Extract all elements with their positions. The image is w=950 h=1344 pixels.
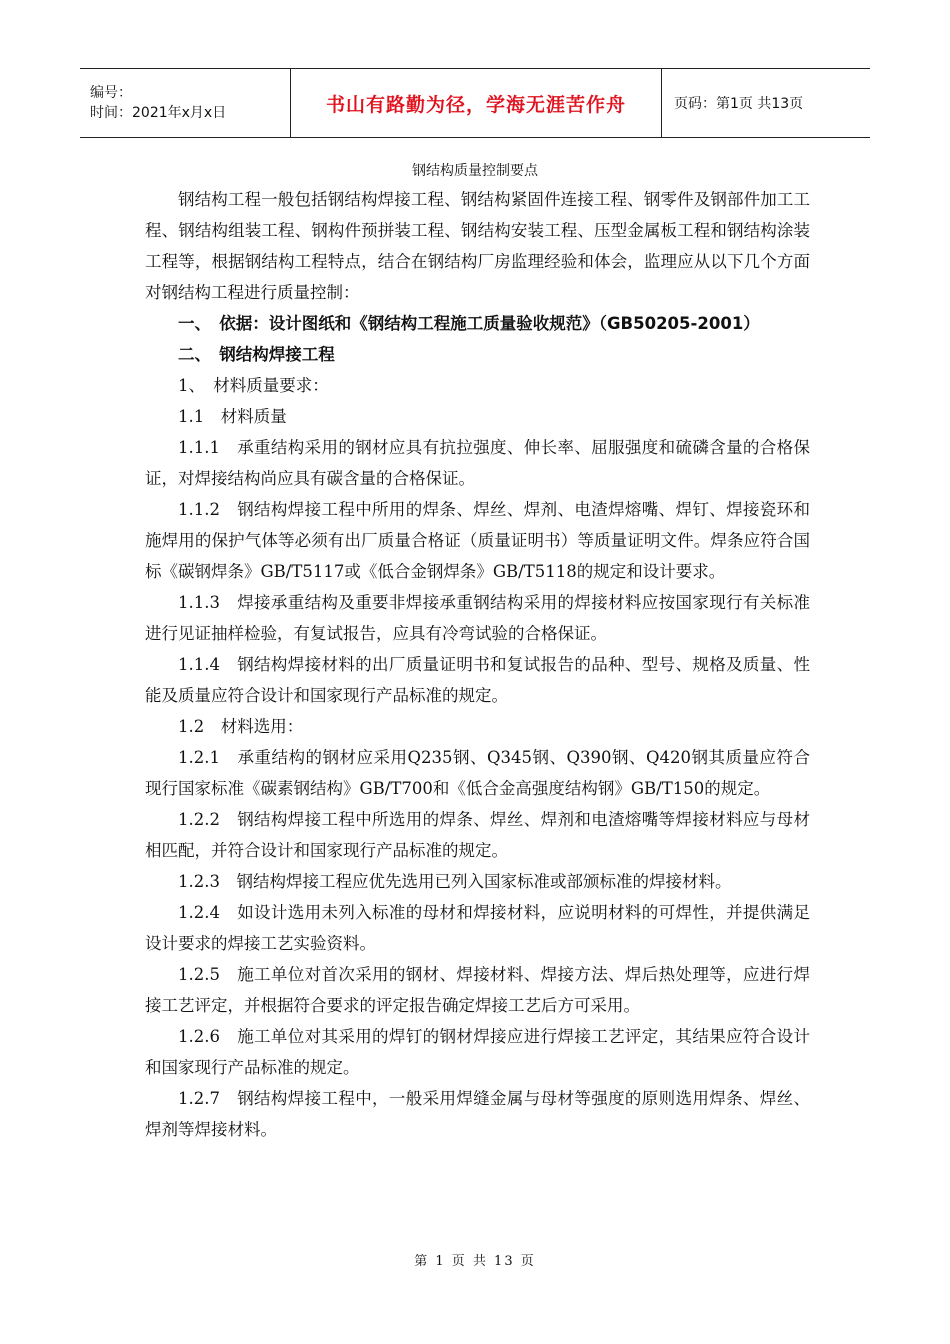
paragraph: 1.1.4 钢结构焊接材料的出厂质量证明书和复试报告的品种、型号、规格及质量、性能及质量应符合设计和国家现行产品标准的规定。 — [145, 655, 810, 705]
paragraph: 钢结构工程一般包括钢结构焊接工程、钢结构紧固件连接工程、钢零件及钢部件加工工程、钢结构组装工程、钢构件预拼装工程、钢结构安装工程、压型金属板工程和钢结构涂装工程等，根据钢结构工程特点，结合在钢结构厂房监理经验和体会，监理应从以下几个方面对钢结构工程进行质量控制： — [145, 190, 810, 302]
paragraph: 1.2 材料选用： — [178, 717, 304, 736]
paragraph: 1.2.4 如设计选用未列入标准的母材和焊接材料，应说明材料的可焊性，并提供满足设计要求的焊接工艺实验资料。 — [145, 903, 810, 953]
paragraph: 1.2.2 钢结构焊接工程中所选用的焊条、焊丝、焊剂和电渣熔嘴等焊接材料应与母材相匹配，并符合设计和国家现行产品标准的规定。 — [145, 810, 810, 860]
header-motto-cell — [290, 69, 662, 137]
paragraph: 1.1.1 承重结构采用的钢材应具有抗拉强度、伸长率、屈服强度和硫磷含量的合格保证，对焊接结构尚应具有碳含量的合格保证。 — [145, 438, 810, 488]
paragraph: 1、 材料质量要求： — [178, 376, 329, 395]
paragraph: 1.1.2 钢结构焊接工程中所用的焊条、焊丝、焊剂、电渣焊熔嘴、焊钉、焊接瓷环和施焊用的保护气体等必须有出厂质量合格证（质量证明书）等质量证明文件。焊条应符合国标《碳钢焊条》GB/T5117或《低合金钢焊条》GB/T5118的规定和设计要求。 — [145, 500, 810, 581]
paragraph: 1.2.5 施工单位对首次采用的钢材、焊接材料、焊接方法、焊后热处理等，应进行焊接工艺评定，并根据符合要求的评定报告确定焊接工艺后方可采用。 — [145, 965, 810, 1015]
paragraph: 1.2.1 承重结构的钢材应采用Q235钢、Q345钢、Q390钢、Q420钢其质量应符合现行国家标准《碳素钢结构》GB/T700和《低合金高强度结构钢》GB/T150的规定。 — [145, 748, 810, 798]
paragraph: 1.2.6 施工单位对其采用的焊钉的钢材焊接应进行焊接工艺评定，其结果应符合设计和国家现行产品标准的规定。 — [145, 1027, 810, 1077]
date-label: 时间：2021年x月x日 — [90, 105, 227, 121]
header-meta — [80, 69, 290, 137]
serial-label: 编号： — [90, 85, 132, 101]
document-title: 钢结构质量控制要点 — [412, 163, 538, 179]
page-footer: 第 1 页 共 13 页 — [414, 1254, 536, 1269]
paragraph: 1.2.3 钢结构焊接工程应优先选用已列入国家标准或部颁标准的焊接材料。 — [178, 872, 732, 891]
header-page-cell — [662, 69, 870, 137]
motto: 书山有路勤为径，学海无涯苦作舟 — [325, 93, 626, 116]
section-heading: 一、 依据：设计图纸和《钢结构工程施工质量验收规范》（GB50205-2001） — [178, 314, 760, 333]
header-table — [80, 68, 870, 138]
paragraph: 1.1.3 焊接承重结构及重要非焊接承重钢结构采用的焊接材料应按国家现行有关标准进行见证抽样检验，有复试报告，应具有冷弯试验的合格保证。 — [145, 593, 810, 643]
section-heading: 二、 钢结构焊接工程 — [178, 345, 335, 364]
paragraph: 1.2.7 钢结构焊接工程中，一般采用焊缝金属与母材等强度的原则选用焊条、焊丝、焊剂等焊接材料。 — [145, 1089, 810, 1139]
page-label: 页码：第1页 共13页 — [674, 96, 804, 112]
paragraph: 1.1 材料质量 — [178, 407, 287, 426]
document-body — [145, 184, 810, 1145]
